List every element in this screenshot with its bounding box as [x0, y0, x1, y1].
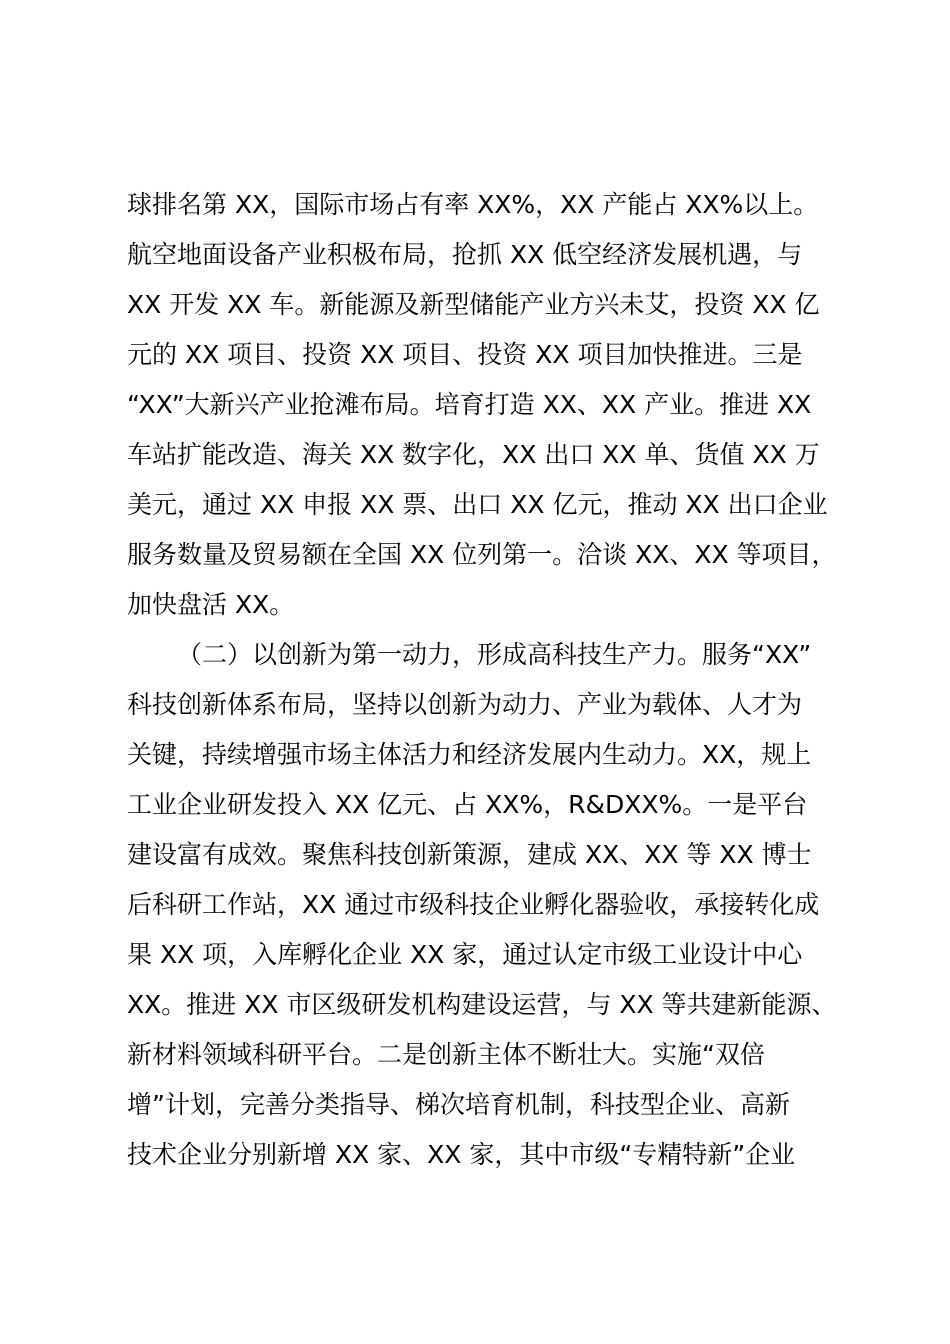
body-text: [127, 180, 857, 1180]
text-line: 车站扩能改造、海关 XX 数字化，XX 出口 XX 单、货值 XX 万: [127, 440, 820, 469]
text-line: XX。推进 XX 市区级研发机构建设运营，与 XX 等共建新能源、: [127, 990, 837, 1019]
text-line: 关键，持续增强市场主体活力和经济发展内生动力。XX，规上: [127, 740, 812, 769]
text-line: 加快盘活 XX。: [127, 590, 295, 619]
text-line: 技术企业分别新增 XX 家、XX 家，其中市级“专精特新”企业: [127, 1140, 796, 1169]
text-line: 新材料领域科研平台。二是创新主体不断壮大。实施“双倍: [127, 1040, 765, 1069]
text-line: XX 开发 XX 车。新能源及新型储能产业方兴未艾，投资 XX 亿: [127, 290, 820, 319]
text-line: 美元，通过 XX 申报 XX 票、出口 XX 亿元，推动 XX 出口企业: [127, 490, 828, 519]
text-line: 后科研工作站，XX 通过市级科技企业孵化器验收，承接转化成: [127, 890, 820, 919]
text-line: 果 XX 项，入库孵化企业 XX 家，通过认定市级工业设计中心: [127, 940, 803, 969]
text-line: 工业企业研发投入 XX 亿元、占 XX%，R&DXX%。一是平台: [127, 790, 808, 819]
text-line: 服务数量及贸易额在全国 XX 位列第一。洽谈 XX、XX 等项目，: [127, 540, 837, 569]
text-line: 球排名第 XX，国际市场占有率 XX%，XX 产能占 XX%以上。: [127, 190, 819, 219]
text-line: “XX”大新兴产业抢滩布局。培育打造 XX、XX 产业。推进 XX: [127, 390, 812, 419]
paragraph-heading-line: （二）以创新为第一动力，形成高科技生产力。服务“XX”: [177, 640, 812, 669]
text-line: 科技创新体系布局，坚持以创新为动力、产业为载体、人才为: [127, 690, 803, 719]
text-line: 增”计划，完善分类指导、梯次培育机制，科技型企业、高新: [127, 1090, 790, 1119]
text-line: 航空地面设备产业积极布局，抢抓 XX 低空经济发展机遇，与: [127, 240, 803, 269]
text-line: 元的 XX 项目、投资 XX 项目、投资 XX 项目加快推进。三是: [127, 340, 803, 369]
text-line: 建设富有成效。聚焦科技创新策源，建成 XX、XX 等 XX 博士: [127, 840, 812, 869]
